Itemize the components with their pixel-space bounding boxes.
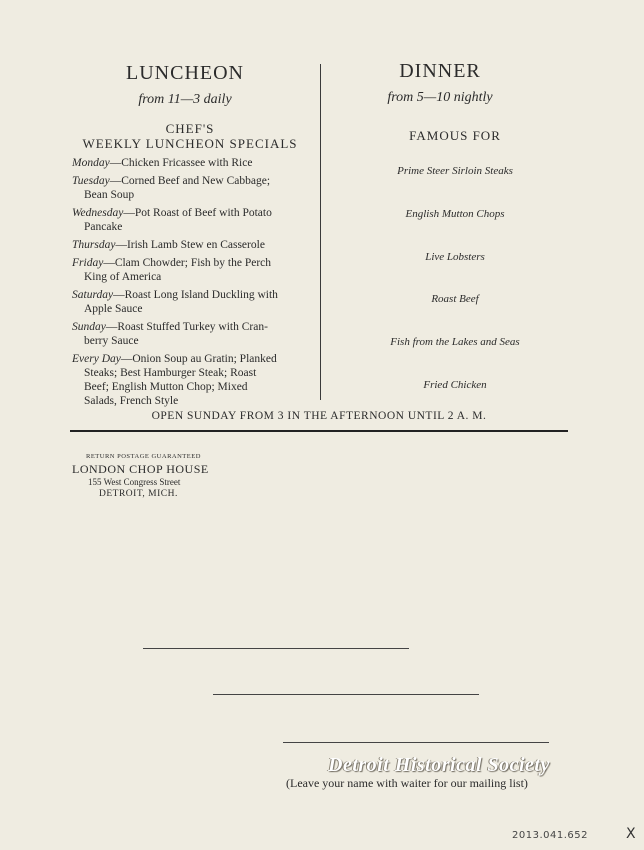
- return-postage-text: RETURN POSTAGE GUARANTEED: [86, 453, 201, 460]
- list-item: [72, 256, 317, 284]
- day-label: Saturday: [72, 289, 114, 301]
- dish-text: —Chicken Fricassee with Rice: [109, 157, 253, 169]
- address-line-3: [283, 742, 549, 743]
- day-label: Monday: [72, 157, 110, 169]
- dish-roast-beef: Roast Beef: [431, 293, 479, 305]
- column-divider: [320, 64, 321, 400]
- dish-text-cont: King of America: [84, 271, 162, 283]
- list-item: [72, 352, 317, 408]
- luncheon-title: LUNCHEON: [126, 62, 244, 84]
- address-line-2: [213, 694, 479, 695]
- list-item: [72, 320, 317, 348]
- dish-text: —Roast Long Island Duckling with: [113, 289, 278, 301]
- city-address: DETROIT, MICH.: [99, 489, 178, 499]
- street-address: 155 West Congress Street: [88, 477, 181, 487]
- dish-text-cont: Steaks; Best Hamburger Steak; Roast: [84, 367, 257, 379]
- dish-text-cont: Pancake: [84, 221, 123, 233]
- dish-text: —Clam Chowder; Fish by the Perch: [103, 257, 272, 269]
- dish-fish: Fish from the Lakes and Seas: [390, 336, 520, 348]
- luncheon-hours: from 11—3 daily: [138, 92, 232, 107]
- dish-text: —Onion Soup au Gratin; Planked: [120, 353, 277, 365]
- fold-rule: [70, 430, 568, 432]
- day-label: Tuesday: [72, 175, 110, 187]
- day-label: Friday: [72, 257, 104, 269]
- list-item: [72, 238, 317, 252]
- specials-heading-chefs: CHEF'S: [165, 121, 215, 136]
- day-label: Sunday: [72, 321, 106, 333]
- list-item: [72, 288, 317, 316]
- dish-mutton-chops: English Mutton Chops: [405, 208, 505, 220]
- dish-text-cont: Apple Sauce: [84, 303, 143, 315]
- list-item: [72, 156, 317, 170]
- dish-text-cont: berry Sauce: [84, 335, 139, 347]
- dish-text-cont: Bean Soup: [84, 189, 135, 201]
- luncheon-specials-list: [72, 156, 317, 408]
- dish-text: —Corned Beef and New Cabbage;: [109, 175, 271, 187]
- dish-live-lobsters: Live Lobsters: [425, 251, 485, 263]
- watermark: Detroit Historical Society: [328, 754, 550, 776]
- open-sunday-notice: OPEN SUNDAY FROM 3 IN THE AFTERNOON UNTIL 2 A. M.: [151, 410, 487, 422]
- dinner-hours: from 5—10 nightly: [387, 90, 493, 105]
- dish-fried-chicken: Fried Chicken: [423, 379, 487, 391]
- day-label: Wednesday: [72, 207, 124, 219]
- dish-text: —Irish Lamb Stew en Casserole: [115, 239, 265, 251]
- day-label: Thursday: [72, 239, 116, 251]
- dish-text-cont: Salads, French Style: [84, 395, 179, 407]
- day-label: Every Day: [72, 353, 121, 365]
- specials-heading: WEEKLY LUNCHEON SPECIALS: [82, 136, 298, 151]
- address-line-1: [143, 648, 409, 649]
- mailing-list-note: (Leave your name with waiter for our mailing list): [286, 776, 528, 790]
- dish-prime-steer: Prime Steer Sirloin Steaks: [397, 165, 513, 177]
- list-item: [72, 174, 317, 202]
- dish-text-cont: Beef; English Mutton Chop; Mixed: [84, 381, 248, 393]
- dinner-title: DINNER: [399, 60, 481, 82]
- accession-number: 2013.041.652: [512, 830, 588, 841]
- corner-mark: X: [626, 826, 636, 842]
- dish-text: —Pot Roast of Beef with Potato: [123, 207, 272, 219]
- list-item: [72, 206, 317, 234]
- famous-heading: FAMOUS FOR: [409, 128, 501, 143]
- restaurant-name: LONDON CHOP HOUSE: [72, 462, 209, 476]
- dish-text: —Roast Stuffed Turkey with Cran-: [105, 321, 268, 333]
